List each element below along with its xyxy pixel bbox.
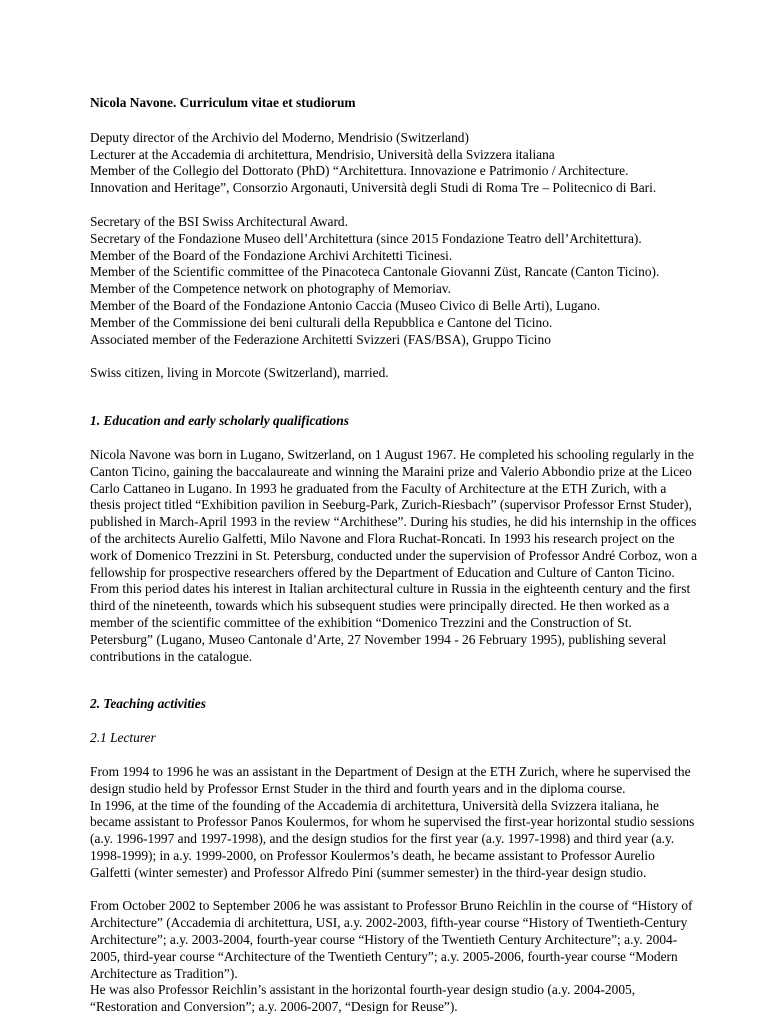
subsection-heading-lecturer: 2.1 Lecturer — [90, 730, 156, 746]
membership-line: Associated member of the Federazione Architetti Svizzeri (FAS/BSA), Gruppo Ticino — [90, 331, 551, 347]
teaching-paragraph: He was also Professor Reichlin’s assistant in the horizontal fourth-year design studio (a.y. 2004-2005, “Restoration and Conversion”; a.y. 2006-2007, “Design for Reuse”). — [90, 982, 636, 1015]
roles-block — [90, 130, 698, 197]
section-heading-education: 1. Education and early scholarly qualifications — [90, 413, 349, 429]
membership-line: Member of the Board of the Fondazione Archivi Architetti Ticinesi. — [90, 247, 453, 263]
document-title: Nicola Navone. Curriculum vitae et studiorum — [90, 95, 356, 110]
teaching-paragraph: In 1996, at the time of the founding of the Accademia di architettura, Università della Svizzera italiana, he became assistant to Professor Panos Koulermos, for whom he supervised the first-year horizontal studio sessions (a.y. 1996-1997 and 1997-1998), and the design studios for the first year (a.y. 1997-1998) and third year (a.y. 1998-1999); in a.y. 1999-2000, on Professor Koulermos’s death, he became assistant to Professor Aurelio Galfetti (winter semester) and Professor Alfredo Pini (summer semester) in the third-year design studio. — [90, 797, 695, 880]
role-line: Innovation and Heritage”, Consorzio Argonauti, Università degli Studi di Roma Tre – Politecnico di Bari. — [90, 180, 657, 196]
role-line: Lecturer at the Accademia di architettura, Mendrisio, Università della Svizzera italiana — [90, 146, 555, 162]
role-line: Deputy director of the Archivio del Moderno, Mendrisio (Switzerland) — [90, 129, 469, 145]
membership-line: Member of the Board of the Fondazione Antonio Caccia (Museo Civico di Belle Arti), Lugano. — [90, 297, 601, 313]
personal-info: Swiss citizen, living in Morcote (Switzerland), married. — [90, 365, 389, 381]
membership-line: Secretary of the BSI Swiss Architectural Award. — [90, 213, 348, 229]
membership-line: Member of the Commissione dei beni culturali della Repubblica e Cantone del Ticino. — [90, 314, 553, 330]
teaching-paragraph: From October 2002 to September 2006 he was assistant to Professor Bruno Reichlin in the course of “History of Architecture” (Accademia di architettura, USI, a.y. 2002-2003, fifth-year course “History of Twentieth-Century Architecture”; a.y. 2003-2004, fourth-year course “History of the Twentieth Century Architecture”; a.y. 2004-2005, third-year course “Architecture of the Twentieth Century”; a.y. 2005-2006, fourth-year course “Modern Architecture as Tradition”). — [90, 898, 693, 981]
section-heading-teaching: 2. Teaching activities — [90, 696, 206, 712]
membership-line: Secretary of the Fondazione Museo dell’Architettura (since 2015 Fondazione Teatro dell’Architettura). — [90, 230, 642, 246]
teaching-paragraph: From 1994 to 1996 he was an assistant in the Department of Design at the ETH Zurich, where he supervised the design studio held by Professor Ernst Studer in the third and fourth years and in the diploma course. — [90, 763, 691, 796]
membership-line: Member of the Scientific committee of the Pinacoteca Cantonale Giovanni Züst, Rancate (Canton Ticino). — [90, 264, 660, 280]
memberships-block — [90, 214, 698, 348]
role-line: Member of the Collegio del Dottorato (PhD) “Architettura. Innovazione e Patrimonio / Architecture. — [90, 163, 629, 179]
membership-line: Member of the Competence network on photography of Memoriav. — [90, 281, 451, 297]
education-paragraph: Nicola Navone was born in Lugano, Switzerland, on 1 August 1967. He completed his schooling regularly in the Canton Ticino, gaining the baccalaureate and winning the Maraini prize and Valerio Abbondio prize at the Liceo Carlo Cattaneo in Lugano. In 1993 he graduated from the Faculty of Architecture at the ETH Zurich, with a thesis project titled “Exhibition pavilion in Seeburg-Park, Zurich-Riesbach” (supervisor Professor Ernst Studer), published in March-April 1993 in the review “Archithese”. During his studies, he did his internship in the offices of the architects Aurelio Galfetti, Milo Navone and Flora Ruchat-Roncati. In 1993 his research project on the work of Domenico Trezzini in St. Petersburg, conducted under the supervision of Professor André Corboz, won a fellowship for prospective researchers offered by the Department of Education and Culture of Canton Ticino. From this period dates his interest in Italian architectural culture in Russia in the eighteenth century and the first third of the nineteenth, towards which his subsequent studies were principally directed. He then worked as a member of the scientific committee of the exhibition “Domenico Trezzini and the Construction of St. Petersburg” (Lugano, Museo Cantonale d’Arte, 27 November 1994 - 26 February 1995), publishing several contributions in the catalogue. — [90, 446, 698, 664]
